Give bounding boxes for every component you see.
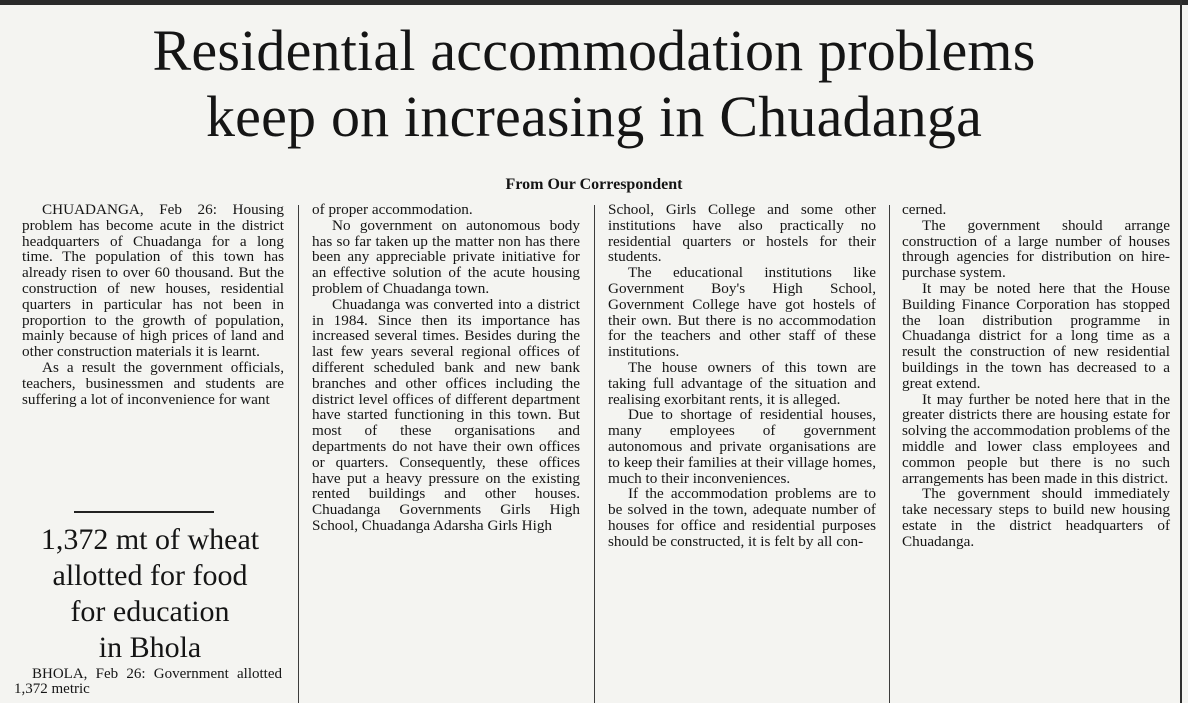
article-column-1 bbox=[22, 202, 284, 407]
article-separator bbox=[74, 511, 214, 513]
article-paragraph: It may be noted here that the House Building Finance Corporation has stopped the loan distribution programme in Chuadanga district for a long time as a result the construction of new residential buildings in the town has decreased to a great extend. bbox=[902, 279, 1170, 392]
article-paragraph: The government should arrange construction of a large number of houses through agencies for distribution on hire-purchase system. bbox=[902, 216, 1170, 282]
article-paragraph: CHUADANGA, Feb 26: Housing problem has become acute in the district headquarters of Chuadanga for a long time. The population of this town has already risen to over 60 thousand. But the construction of new houses, residential quarters in particular has not been in proportion to the growth of population, mainly because of high prices of land and other construction materials it is learnt. bbox=[22, 201, 284, 361]
article-paragraph: cerned. bbox=[902, 201, 947, 218]
sidebar-headline-line-3: for education bbox=[70, 595, 230, 628]
article-column-4 bbox=[902, 202, 1170, 550]
headline-line-1: Residential accommodation problems bbox=[152, 18, 1036, 83]
sidebar-headline-line-4: in Bhola bbox=[98, 631, 202, 664]
article-paragraph: The house owners of this town are taking full advantage of the situation and realising exorbitant rents, it is alleged. bbox=[608, 358, 876, 408]
article-paragraph: If the accommodation problems are to be solved in the town, adequate number of houses for office and residential purposes should be constructed, it is felt by all con- bbox=[608, 485, 876, 550]
article-column-3 bbox=[608, 202, 876, 550]
sidebar-headline bbox=[0, 522, 300, 666]
column-divider bbox=[889, 205, 890, 703]
article-paragraph: The government should immediately take necessary steps to build new housing estate in the district headquarters of Chuadanga. bbox=[902, 485, 1170, 550]
sidebar-headline-line-2: allotted for food bbox=[52, 559, 248, 592]
article-paragraph: Chuadanga was converted into a district in 1984. Since then its importance has increased several times. Besides during the last few years several regional offices of different scheduled bank and new bank branches and other offices including the district level offices of different department have started functioning in this town. But most of these organisations and departments do not have their own offices or quarters. Consequently, these offices have put a heavy pressure on the existing rented buildings and other houses. Chuadanga Governments Girls High School, Chuadanga Adarsha Girls High bbox=[312, 295, 580, 534]
article-headline bbox=[0, 18, 1188, 150]
sidebar-headline-line-1: 1,372 mt of wheat bbox=[40, 523, 260, 556]
article-paragraph: No government on autonomous body has so far taken up the matter non has there been any appreciable private initiative for an effective solution of the acute housing problem of Chuadanga town. bbox=[312, 216, 580, 297]
article-paragraph: As a result the government officials, teachers, businessmen and students are suffering a lot of inconvenience for want bbox=[22, 358, 284, 408]
article-column-2 bbox=[312, 202, 580, 534]
column-divider bbox=[594, 205, 595, 703]
article-paragraph: Due to shortage of residential houses, many employees of government autonomous and private organisations are to keep their families at their village homes, much to their inconveniences. bbox=[608, 406, 876, 487]
sidebar-article-body bbox=[14, 667, 282, 697]
article-paragraph: The educational institutions like Government Boy's High School, Government College have got hostels of their own. But there is no accommodation for the teachers and other staff of these institutions. bbox=[608, 264, 876, 361]
top-rule bbox=[0, 0, 1188, 5]
article-paragraph: of proper accommodation. bbox=[312, 201, 473, 218]
article-paragraph: School, Girls College and some other institutions have also practically no residential quarters or hostels for their students. bbox=[608, 201, 876, 266]
byline: From Our Correspondent bbox=[505, 176, 683, 193]
article-paragraph: It may further be noted here that in the greater districts there are housing estate for solving the accommodation problems of the middle and lower class employees and common people but there is no such arrangements has been made in this district. bbox=[902, 390, 1170, 487]
sidebar-article-paragraph: BHOLA, Feb 26: Government allotted 1,372 metric bbox=[14, 666, 282, 697]
headline-line-2: keep on increasing in Chuadanga bbox=[205, 84, 983, 149]
